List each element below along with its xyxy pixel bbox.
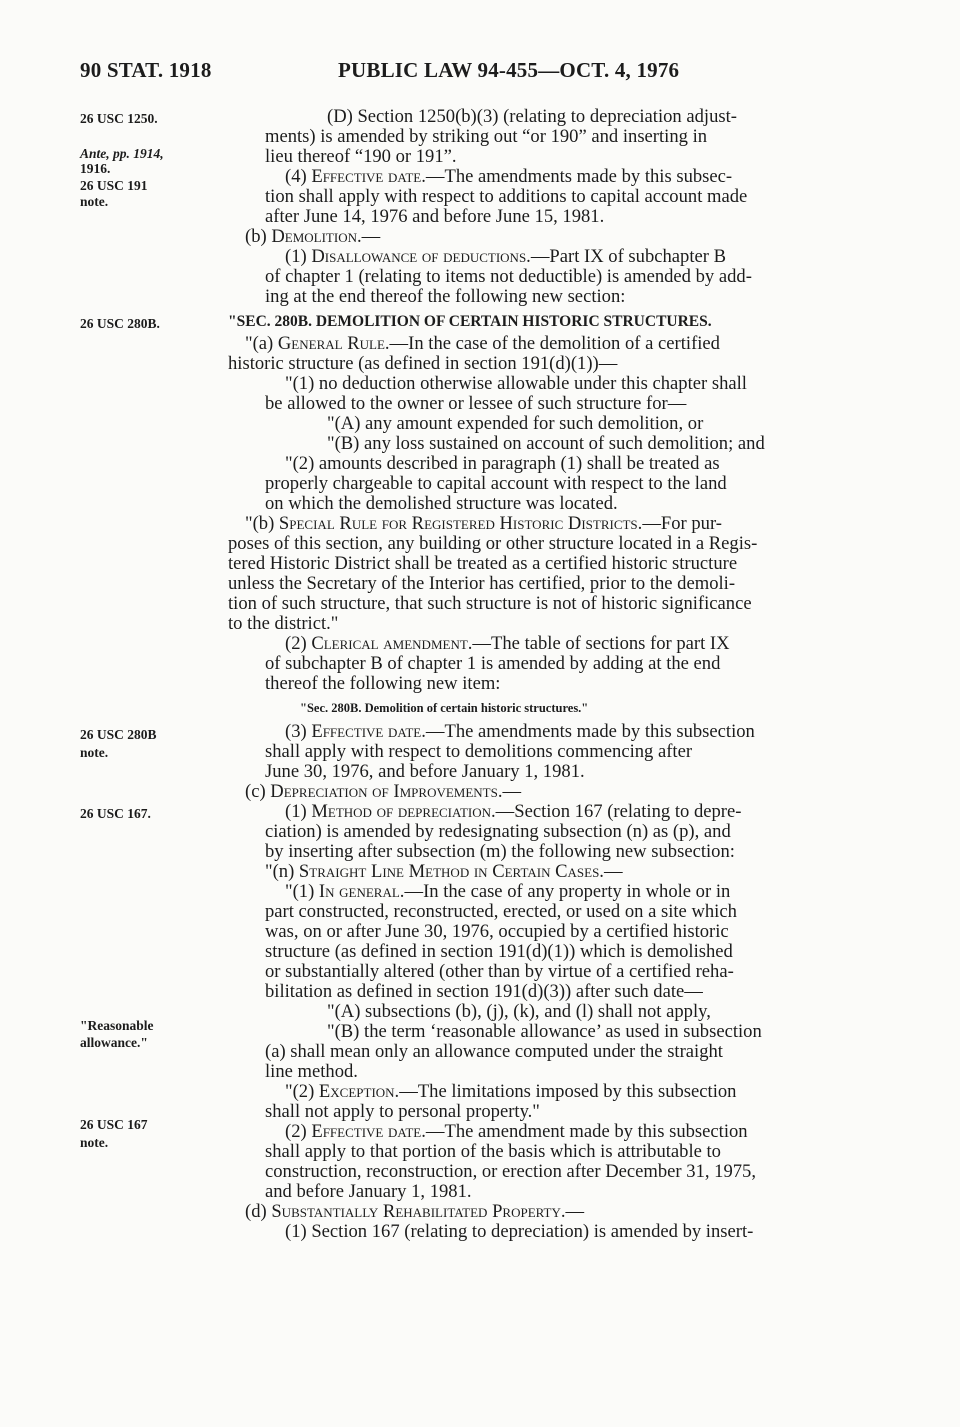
run-in-heading: Disallowance of deductions. — [311, 246, 531, 267]
margin-note: Ante, pp. 1914, — [80, 146, 164, 161]
text-line: historic structure (as defined in section 191(d)(1))— — [228, 353, 618, 374]
text-line: shall not apply to personal property." — [265, 1101, 540, 1122]
text-line: to the district." — [228, 613, 339, 634]
text-line: "(B) the term ‘reasonable allowance’ as used in subsection — [327, 1021, 762, 1042]
public-law-header: PUBLIC LAW 94-455—OCT. 4, 1976 — [338, 58, 680, 82]
text-line: (2) Effective date.—The amendment made by this subsection — [285, 1121, 748, 1142]
run-in-heading: General Rule. — [277, 333, 390, 354]
text-line: (1) Method of depreciation.—Section 167 (relating to depre- — [285, 801, 742, 822]
text-line: (a) shall mean only an allowance computed under the straight — [265, 1041, 723, 1062]
text-line: line method. — [265, 1061, 358, 1082]
margin-note: 26 USC 167 — [80, 1117, 148, 1132]
text-line: be allowed to the owner or lessee of such structure for— — [265, 393, 687, 414]
text-line: thereof the following new item: — [265, 673, 501, 694]
margin-note: allowance." — [80, 1035, 148, 1050]
run-in-heading: Exception. — [318, 1081, 400, 1102]
text-line: "(n) Straight Line Method in Certain Cases.— — [265, 861, 623, 882]
run-in-heading: Straight Line Method in Certain Cases. — [298, 861, 604, 882]
margin-note: note. — [80, 745, 109, 760]
text-line: (3) Effective date.—The amendments made by this subsection — [285, 721, 755, 742]
margin-note: 1916. — [80, 161, 111, 176]
text-line: ing at the end thereof the following new section: — [265, 286, 626, 307]
run-in-heading: Substantially Rehabilitated Property. — [271, 1201, 566, 1222]
margin-note: note. — [80, 1135, 109, 1150]
margin-note: 26 USC 167. — [80, 806, 151, 821]
text-line: tion of such structure, that such structure is not of historic significance — [228, 593, 752, 614]
stat-page-number: 90 STAT. 1918 — [80, 58, 212, 82]
run-in-heading: Method of depreciation. — [311, 801, 496, 822]
text-line: after June 14, 1976 and before June 15, 1981. — [265, 206, 605, 227]
text-line: of chapter 1 (relating to items not deductible) is amended by add- — [265, 266, 752, 287]
text-line: by inserting after subsection (m) the following new subsection: — [265, 841, 735, 862]
run-in-heading: Effective date. — [311, 166, 426, 187]
text-line: "(a) General Rule.—In the case of the demolition of a certified — [245, 333, 720, 354]
text-line: tion shall apply with respect to additions to capital account made — [265, 186, 748, 207]
margin-note: 26 USC 191 — [80, 178, 148, 193]
text-line: (1) Section 167 (relating to depreciation) is amended by insert- — [285, 1221, 754, 1242]
run-in-heading: Clerical amendment. — [311, 633, 473, 654]
text-line: on which the demolished structure was located. — [265, 493, 618, 514]
text-line: "(b) Special Rule for Registered Historic Districts.—For pur- — [245, 513, 722, 534]
text-line: "(2) amounts described in paragraph (1) shall be treated as — [285, 453, 720, 474]
text-line: properly chargeable to capital account with respect to the land — [265, 473, 727, 494]
text-line: (1) Disallowance of deductions.—Part IX of subchapter B — [285, 246, 727, 267]
text-line: "(1) In general.—In the case of any property in whole or in — [285, 881, 731, 902]
text-line: poses of this section, any building or other structure located in a Regis- — [228, 533, 758, 554]
text-line: ments) is amended by striking out “or 190” and inserting in — [265, 126, 708, 147]
text-line: structure (as defined in section 191(d)(1)) which is demolished — [265, 941, 733, 962]
text-line: "(A) any amount expended for such demolition, or — [327, 413, 704, 434]
text-line: "(2) Exception.—The limitations imposed by this subsection — [285, 1081, 737, 1102]
text-line: bilitation as defined in section 191(d)(3)) after such date— — [265, 981, 703, 1002]
text-line: ciation) is amended by redesignating subsection (n) as (p), and — [265, 821, 731, 842]
text-line: and before January 1, 1981. — [265, 1181, 472, 1202]
text-line: "(1) no deduction otherwise allowable under this chapter shall — [285, 373, 747, 394]
text-line: unless the Secretary of the Interior has certified, prior to the demoli- — [228, 573, 736, 594]
text-line: "(A) subsections (b), (j), (k), and (l) shall not apply, — [327, 1001, 711, 1022]
margin-note: note. — [80, 194, 109, 209]
text-line: lieu thereof “190 or 191”. — [265, 146, 457, 167]
margin-note: 26 USC 280B — [80, 727, 157, 742]
subsection-heading: (b) Demolition.— — [245, 226, 381, 247]
text-line: (D) Section 1250(b)(3) (relating to depreciation adjust- — [327, 106, 737, 127]
margin-note: "Reasonable — [80, 1018, 154, 1033]
section-heading: "SEC. 280B. DEMOLITION OF CERTAIN HISTORIC STRUCTURES. — [228, 313, 712, 330]
table-item-line: "Sec. 280B. Demolition of certain historic structures." — [300, 701, 589, 715]
subsection-heading: (c) Depreciation of Improvements.— — [245, 781, 522, 802]
subsection-heading: (d) Substantially Rehabilitated Property.— — [245, 1201, 585, 1222]
run-in-heading: Demolition. — [271, 226, 362, 247]
text-line: June 30, 1976, and before January 1, 1981. — [265, 761, 585, 782]
text-line: (2) Clerical amendment.—The table of sections for part IX — [285, 633, 730, 654]
text-line: of subchapter B of chapter 1 is amended by adding at the end — [265, 653, 721, 674]
text-line: shall apply with respect to demolitions commencing after — [265, 741, 693, 762]
margin-note: 26 USC 280B. — [80, 316, 160, 331]
run-in-heading: Depreciation of Improvements. — [270, 781, 503, 802]
text-line: tered Historic District shall be treated as a certified historic structure — [228, 553, 738, 574]
run-in-heading: Special Rule for Registered Historic Districts. — [278, 513, 643, 534]
margin-note: 26 USC 1250. — [80, 111, 158, 126]
run-in-heading: Effective date. — [311, 1121, 426, 1142]
run-in-heading: In general. — [318, 881, 405, 902]
text-line: part constructed, reconstructed, erected, or used on a site which — [265, 901, 737, 922]
text-line: was, on or after June 30, 1976, occupied by a certified historic — [265, 921, 729, 942]
text-line: "(B) any loss sustained on account of such demolition; and — [327, 433, 765, 454]
run-in-heading: Effective date. — [311, 721, 426, 742]
text-line: shall apply to that portion of the basis which is attributable to — [265, 1141, 721, 1162]
text-line: or substantially altered (other than by virtue of a certified reha- — [265, 961, 734, 982]
text-line: construction, reconstruction, or erection after December 31, 1975, — [265, 1161, 757, 1182]
text-line: (4) Effective date.—The amendments made by this subsec- — [285, 166, 733, 187]
